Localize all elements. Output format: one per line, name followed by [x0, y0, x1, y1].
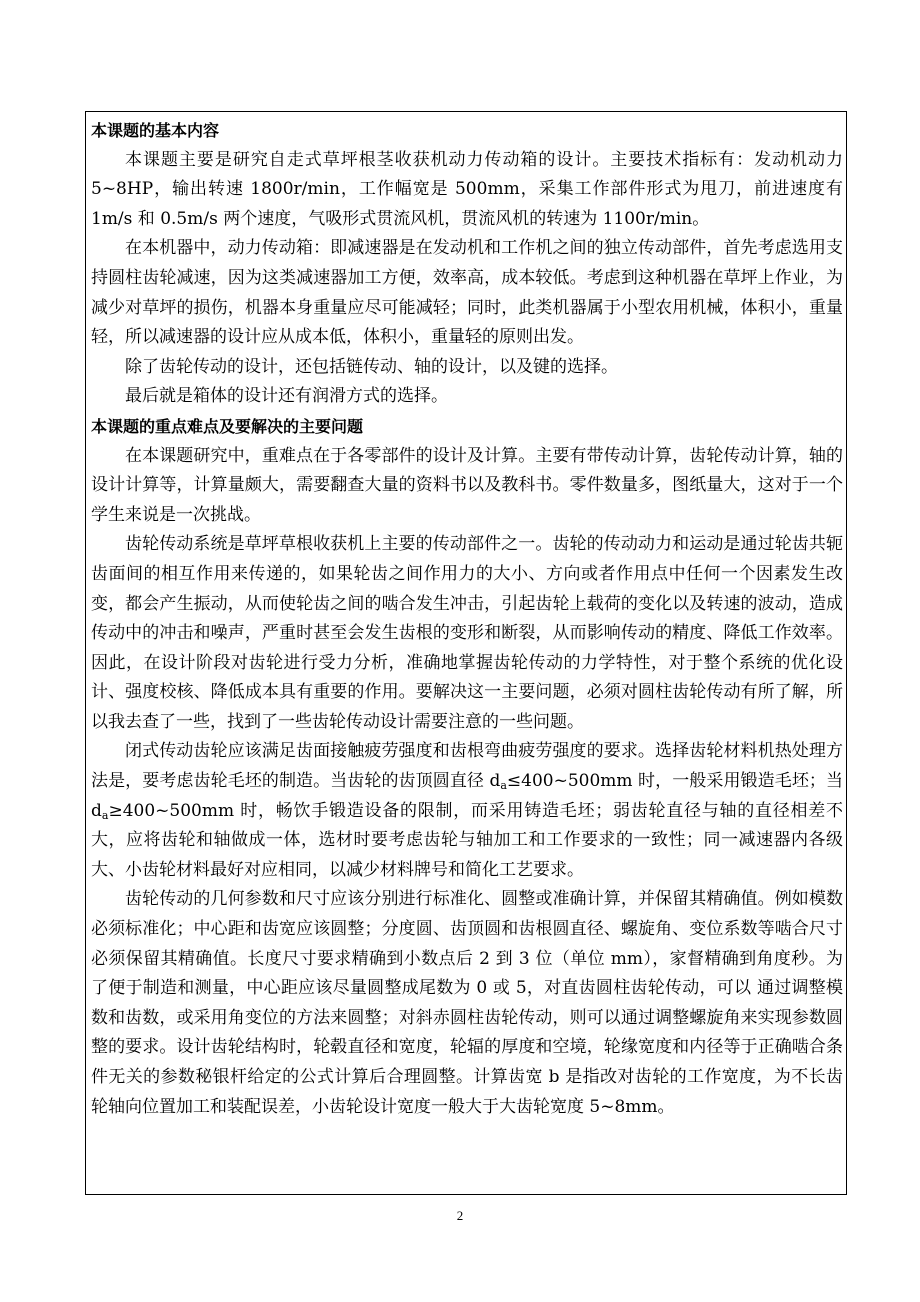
paragraph: 除了齿轮传动的设计，还包括链传动、轴的设计，以及键的选择。 — [125, 356, 618, 377]
paragraph: 本课题主要是研究自走式草坪根茎收获机动力传动箱的设计。主要技术指标有：发动机动力 5~8HP，输出转速 1800r/min，工作幅宽是 500mm，采集工作部件形式为甩刀，前进速度有 1m/s 和 0.5m/s 两个速度，气吸形式贯流风机，贯流风机的转速为 1100r/min。 — [91, 149, 843, 229]
content-box — [85, 111, 847, 1195]
page-number: 2 — [456, 1208, 464, 1223]
paragraph: 在本课题研究中，重难点在于各零部件的设计及计算。主要有带传动计算，齿轮传动计算，轴的设计计算等，计算量颇大，需要翻查大量的资料书以及教科书。零件数量多，图纸量大，这对于一个学生来说是一次挑战。 — [91, 445, 843, 525]
section-heading-basic-content: 本课题的基本内容 — [91, 121, 220, 140]
text-run: ≤400~500mm 时，一般采用锻造毛坯；当 d — [91, 771, 843, 821]
paragraph: 齿轮传动系统是草坪草根收获机上主要的传动部件之一。齿轮的传动动力和运动是通过轮齿共轭齿面间的相互作用来传递的，如果轮齿之间作用力的大小、方向或者作用点中任何一个因素发生改变，都会产生振动，从而使轮齿之间的啮合发生冲击，引起齿轮上载荷的变化以及转速的波动，造成传动中的冲击和噪声，严重时甚至会发生齿根的变形和断裂，从而影响传动的精度、降低工作效率。因此，在设计阶段对齿轮进行受力分析，准确地掌握齿轮传动的力学特性，对于整个系统的优化设计、强度校核、降低成本具有重要的作用。要解决这一主要问题，必须对圆柱齿轮传动有所了解，所以我去查了一些，找到了一些齿轮传动设计需要注意的一些问题。 — [91, 534, 843, 732]
paragraph: 在本机器中，动力传动箱：即减速器是在发动机和工作机之间的独立传动部件，首先考虑选用支持圆柱齿轮减速，因为这类减速器加工方便，效率高，成本较低。考虑到这种机器在草坪上作业，为减少对草坪的损伤，机器本身重量应尽可能减轻；同时，此类机器属于小型农用机械，体积小，重量轻，所以减速器的设计应从成本低，体积小，重量轻的原则出发。 — [91, 238, 843, 348]
text-run: 闭式传动齿轮应该满足齿面接触疲劳强度和齿根弯曲疲劳强度的要求。选择齿轮材料机热处理方法是，要考虑齿轮毛坯的制造。当齿轮的齿顶圆直径 d — [91, 741, 843, 792]
subscript-a: a — [500, 779, 507, 793]
subscript-a: a — [101, 808, 109, 822]
text-run: ≥400~500mm 时，畅饮手锻造设备的限制，而采用铸造毛坯；弱齿轮直径与轴的直径相差不大，应将齿轮和轴做成一体，选材时要考虑齿轮与轴加工和工作要求的一致性；同一减速器内各级大、小齿轮材料最好对应相同，以减少材料牌号和简化工艺要求。 — [91, 800, 843, 880]
paragraph: 齿轮传动的几何参数和尺寸应该分别进行标准化、圆整或准确计算，并保留其精确值。例如模数必须标准化；中心距和齿宽应该圆整；分度圆、齿顶圆和齿根圆直径、螺旋角、变位系数等啮合尺寸必须保留其精确值。长度尺寸要求精确到小数点后 2 到 3 位（单位 mm），家督精确到角度秒。为了便于制造和测量，中心距应该尽量圆整成尾数为 0 或 5，对直齿圆柱齿轮传动，可以 通过调整模数和齿数，或采用角变位的方法来圆整；对斜赤圆柱齿轮传动，则可以通过调整螺旋角来实现参数圆整的要求。设计齿轮结构时，轮毂直径和宽度，轮辐的厚度和空境，轮缘宽度和内径等于正确啮合条件无关的参数秘银杆给定的公式计算后合理圆整。计算齿宽 b 是指改对齿轮的工作宽度，为不长齿轮轴向位置加工和装配误差，小齿轮设计宽度一般大于大齿轮宽度 5~8mm。 — [91, 889, 843, 1117]
section-heading-key-difficulties: 本课题的重点难点及要解决的主要问题 — [91, 416, 364, 436]
paragraph-gear-material — [91, 737, 843, 885]
paragraph: 最后就是箱体的设计还有润滑方式的选择。 — [125, 386, 448, 407]
